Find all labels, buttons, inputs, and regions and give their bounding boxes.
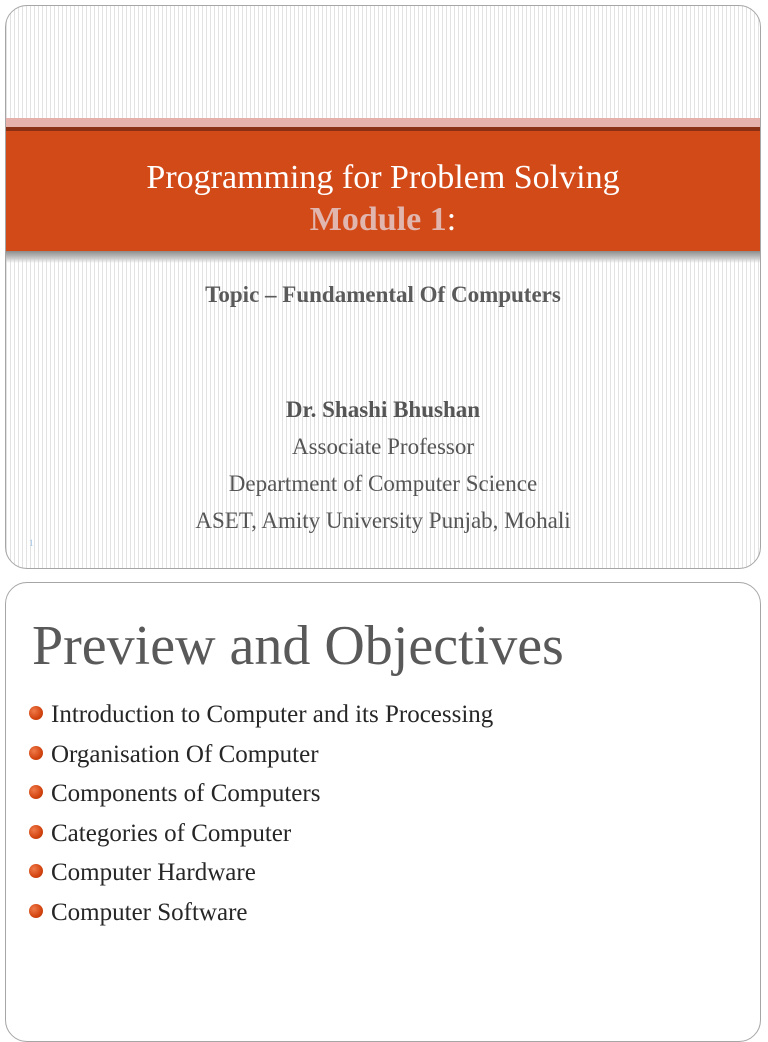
- topic-heading: Topic – Fundamental Of Computers: [205, 282, 561, 307]
- slide-heading: Preview and Objectives: [32, 615, 564, 677]
- list-item: [26, 737, 493, 777]
- author-department: Department of Computer Science: [228, 471, 538, 496]
- objectives-slide: [5, 582, 761, 1042]
- objectives-list: [26, 697, 493, 934]
- author-institution: ASET, Amity University Punjab, Mohali: [195, 508, 571, 533]
- title-slide: [5, 5, 761, 569]
- list-item-text: Organisation Of Computer: [51, 740, 319, 768]
- bullet-dot-icon: [29, 904, 43, 918]
- module-label: Module 1: [309, 201, 447, 238]
- title-band-shadow: [6, 251, 760, 263]
- list-item: [26, 697, 493, 737]
- slide-subtitle: [6, 200, 760, 240]
- list-item: [26, 895, 493, 935]
- bullet-dot-icon: [29, 746, 43, 760]
- list-item: [26, 855, 493, 895]
- bullet-dot-icon: [29, 706, 43, 720]
- list-item-text: Computer Hardware: [51, 859, 256, 886]
- bullet-dot-icon: [29, 864, 43, 878]
- author-name: Dr. Shashi Bhushan: [285, 397, 481, 422]
- list-item-text: Components of Computers: [51, 780, 321, 807]
- list-item: [26, 776, 493, 816]
- list-item-text: Categories of Computer: [51, 819, 292, 847]
- author-designation: Associate Professor: [291, 434, 475, 459]
- list-item-text: Introduction to Computer and its Processing: [51, 701, 494, 728]
- bullet-dot-icon: [29, 825, 43, 839]
- title-band-top-stripe: [6, 118, 760, 127]
- bullet-dot-icon: [29, 785, 43, 799]
- module-colon: :: [446, 201, 457, 238]
- author-block: [6, 392, 760, 539]
- list-item: [26, 816, 493, 856]
- slide-title: Programming for Problem Solving: [146, 159, 620, 196]
- list-item-text: Computer Software: [51, 898, 248, 926]
- slide-number: 1: [29, 538, 34, 548]
